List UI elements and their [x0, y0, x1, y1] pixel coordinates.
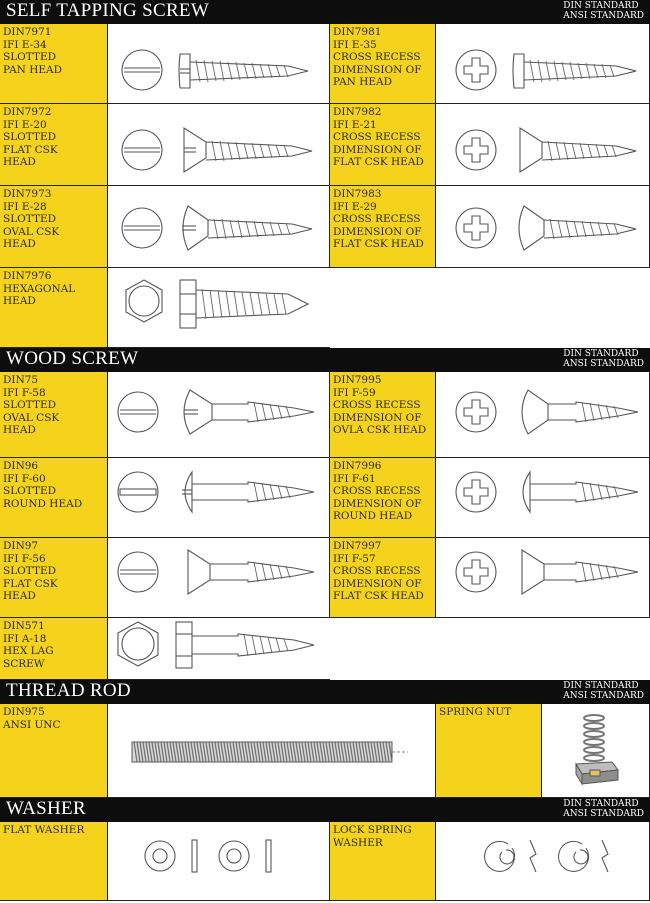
cross-pan-screw-icon [436, 24, 648, 102]
section-header-thread-rod [0, 680, 650, 704]
cross-oval-screw-icon [436, 186, 648, 266]
section-header-wood [0, 348, 650, 372]
cross-oval-screw-cell [436, 186, 650, 268]
label-din7996: DIN7996 IFI F-61 CROSS RECESS DIMENSION OF ROUND HEAD [330, 458, 436, 538]
standard-note: DIN STANDARD ANSI STANDARD [563, 349, 644, 369]
slotted-oval-wood-cell [108, 372, 330, 458]
flat-washer-cell [108, 822, 330, 901]
lock-washer-cell [436, 822, 650, 901]
slotted-flat-screw-cell [108, 104, 330, 186]
hex-lag-screw-icon [108, 618, 328, 678]
cross-oval-wood-icon [436, 372, 648, 456]
slotted-oval-screw-cell [108, 186, 330, 268]
hex-lag-screw-cell [108, 618, 330, 680]
cross-flat-wood-icon [436, 538, 648, 616]
slotted-oval-wood-icon [108, 372, 328, 456]
spring-nut-cell [542, 704, 650, 798]
cross-round-wood-icon [436, 458, 648, 536]
standard-note: DIN STANDARD ANSI STANDARD [563, 799, 644, 819]
label-din7982: DIN7982 IFI E-21 CROSS RECESS DIMENSION OF FLAT CSK HEAD [330, 104, 436, 186]
label-din96: DIN96 IFI F-60 SLOTTED ROUND HEAD [0, 458, 108, 538]
label-din7995: DIN7995 IFI F-59 CROSS RECESS DIMENSION OF OVLA CSK HEAD [330, 372, 436, 458]
cross-oval-wood-cell [436, 372, 650, 458]
label-din7973: DIN7973 IFI E-28 SLOTTED OVAL CSK HEAD [0, 186, 108, 268]
cross-flat-screw-cell [436, 104, 650, 186]
cross-round-wood-cell [436, 458, 650, 538]
section-title: WASHER [6, 798, 86, 819]
standard-note: DIN STANDARD ANSI STANDARD [563, 1, 644, 21]
thread-rod-icon [108, 704, 434, 796]
slotted-round-wood-cell [108, 458, 330, 538]
slotted-pan-screw-cell [108, 24, 330, 104]
section-header-self-tapping [0, 0, 650, 24]
label-din975: DIN975 ANSI UNC [0, 704, 108, 798]
section-title: WOOD SCREW [6, 348, 139, 369]
spring-nut-icon [542, 704, 648, 796]
label-din97: DIN97 IFI F-56 SLOTTED FLAT CSK HEAD [0, 538, 108, 618]
cross-flat-screw-icon [436, 104, 648, 184]
label-din7997: DIN7997 IFI F-57 CROSS RECESS DIMENSION OF FLAT CSK HEAD [330, 538, 436, 618]
cross-flat-wood-cell [436, 538, 650, 618]
flat-washer-icon [108, 822, 328, 899]
slotted-flat-screw-icon [108, 104, 328, 184]
label-din75: DIN75 IFI F-58 SLOTTED OVAL CSK HEAD [0, 372, 108, 458]
slotted-pan-screw-icon [108, 24, 328, 102]
section-header-washer [0, 798, 650, 822]
label-din7983: DIN7983 IFI E-29 CROSS RECESS DIMENSION OF FLAT CSK HEAD [330, 186, 436, 268]
slotted-flat-wood-cell [108, 538, 330, 618]
section-title: THREAD ROD [6, 680, 131, 701]
slotted-oval-screw-icon [108, 186, 328, 266]
hex-head-screw-icon [108, 268, 328, 346]
label-din7972: DIN7972 IFI E-20 SLOTTED FLAT CSK HEAD [0, 104, 108, 186]
thread-rod-cell [108, 704, 436, 798]
label-din7981: DIN7981 IFI E-35 CROSS RECESS DIMENSION OF PAN HEAD [330, 24, 436, 104]
lock-washer-icon [436, 822, 648, 899]
label-spring-nut: SPRING NUT [436, 704, 542, 798]
cross-pan-screw-cell [436, 24, 650, 104]
slotted-round-wood-icon [108, 458, 328, 536]
label-din7971: DIN7971 IFI E-34 SLOTTED PAN HEAD [0, 24, 108, 104]
section-title: SELF TAPPING SCREW [6, 0, 210, 21]
label-din7976: DIN7976 HEXAGONAL HEAD [0, 268, 108, 348]
standard-note: DIN STANDARD ANSI STANDARD [563, 681, 644, 701]
label-din571: DIN571 IFI A-18 HEX LAG SCREW [0, 618, 108, 680]
label-lock-spring-washer: LOCK SPRING WASHER [330, 822, 436, 901]
label-flat-washer: FLAT WASHER [0, 822, 108, 901]
hex-head-screw-cell [108, 268, 330, 348]
slotted-flat-wood-icon [108, 538, 328, 616]
